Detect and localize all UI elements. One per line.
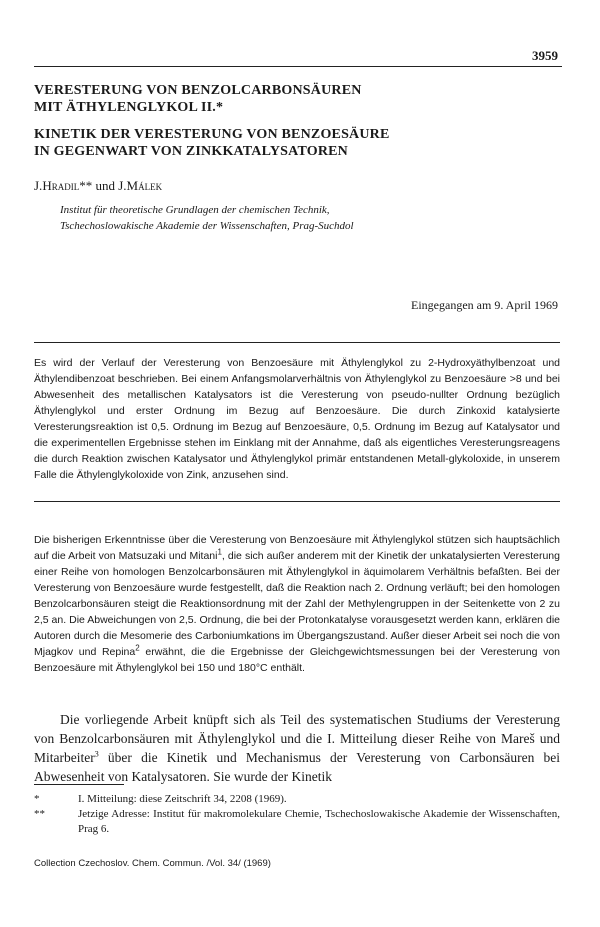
body-paragraph — [34, 710, 560, 786]
author-line — [34, 178, 162, 194]
intro-text-2: , die sich außer anderem mit der Kinetik der unkatalysierten Veresterung einer Reihe von homologen Benzolcarbonsäuren mit Äthylenglykol in äquimolarem Verhältnis befaßten. Bei der Veresterung von Benzoesäure wurde festgestellt, daß die Reaktion nach 2. Ordnung verläuft; bei den homologen Benzolcarbonsäuren steigt die Reaktionsordnung mit der Zahl der Methylengruppen in der Seitenkette von 2 zu 2,5 an. Die Abweichungen von 2,5. Ordnung, die bei der Protonkatalyse vorausgesetzt werden kann, erklären die Autoren durch die Mesomerie des Carboniumkations im Übergangszustand. Außer dieser Arbeit sei noch die von Mjagkov und Repina — [34, 550, 560, 658]
title-line-2: MIT ÄTHYLENGLYKOL II.* — [34, 100, 224, 115]
abstract — [34, 342, 560, 502]
title-line-3: KINETIK DER VERESTERUNG VON BENZOESÄURE — [34, 127, 390, 142]
title-line-4: IN GEGENWART VON ZINKKATALYSATOREN — [34, 144, 348, 159]
page-number: 3959 — [532, 48, 558, 63]
footnote-2 — [34, 807, 560, 837]
footnotes — [34, 792, 560, 837]
title-line-1: VERESTERUNG VON BENZOLCARBONSÄUREN — [34, 83, 362, 98]
body-text-1: Die vorliegende Arbeit knüpft sich als Teil des systematischen Studiums der Veresterung von Benzolcarbonsäuren mit Äthylenglykol und die I. Mitteilung dieser Reihe von Mareš und Mitarbeiter — [34, 712, 560, 765]
header-rule — [34, 66, 562, 67]
author-2-name: Málek — [126, 178, 163, 193]
intro-text-1: Die bisherigen Erkenntnisse über die Veresterung von Benzoesäure mit Äthylenglykol stützen sich hauptsächlich auf die Arbeit von Matsuzaki und Mitani — [34, 534, 560, 562]
footnote-rule — [34, 784, 124, 785]
author-conjunction: und — [92, 178, 119, 193]
author-1-mark: ** — [79, 178, 93, 193]
article-title — [34, 82, 564, 160]
reference-2: 2 — [135, 643, 140, 653]
institute-line-2: Tschechoslowakische Akademie der Wissenschaften, Prag-Suchdol — [60, 220, 354, 232]
introduction-paragraph — [34, 532, 560, 676]
reference-3: 3 — [94, 749, 99, 759]
footnote-mark: ** — [34, 808, 45, 820]
footnote-text: I. Mitteilung: diese Zeitschrift 34, 2208 (1969). — [78, 793, 287, 805]
author-1-initial: J. — [34, 178, 43, 193]
abstract-text: Es wird der Verlauf der Veresterung von Benzoesäure mit Äthylenglykol zu 2-Hydroxyäthylbenzoat und Äthylendibenzoat beschrieben. Bei einem Anfangsmolarverhältnis von Äthylenglykol zu Benzoesäure >8 und bei Abwesenheit des metallischen Katalysators ist die Veresterung von pseudo-nullter Ordnung bezüglich Äthylenglykol und erster Ordnung im Bezug auf Benzoesäure. Die durch Zinkoxid katalysierte Veresterungsreaktion ist 0,5. Ordnung im Bezug auf Benzoesäure, 0,5. Ordnung im Bezug auf Katalysator und die experimentellen Ergebnisse stehen im Einklang mit der Annahme, daß als eigentliches Veresterungsreagens die durch Reaktion zwischen Katalysator und Äthylenglykol primär entstandenen Metall-glykoloxide, in unserem Falle die Äthylenglykoloxide von Zink, anzusehen sind. — [34, 357, 560, 481]
footnote-1 — [34, 792, 560, 807]
reference-1: 1 — [217, 547, 222, 557]
footnote-text: Jetzige Adresse: Institut für makromolekulare Chemie, Tschechoslowakische Akademie der Wissenschaften, Prag 6. — [78, 808, 560, 835]
intro-text-3: erwähnt, die die Ergebnisse der Gleichgewichtsmessungen bei der Veresterung von Benzoesäure mit Äthylenglykol bei 150 und 180°C enthält. — [34, 646, 560, 674]
author-1-name: Hradil — [42, 178, 80, 193]
journal-citation: Collection Czechoslov. Chem. Commun. /Vol. 34/ (1969) — [34, 858, 271, 869]
author-2-initial: J. — [118, 178, 127, 193]
institute-line-1: Institut für theoretische Grundlagen der chemischen Technik, — [60, 204, 330, 216]
received-date: Eingegangen am 9. April 1969 — [411, 298, 558, 312]
institute-affiliation — [60, 202, 354, 234]
body-text-2: über die Kinetik und Mechanismus der Veresterung von Carbonsäuren bei Abwesenheit von Katalysatoren. Sie wurde der Kinetik — [34, 750, 560, 784]
footnote-mark: * — [34, 793, 40, 805]
